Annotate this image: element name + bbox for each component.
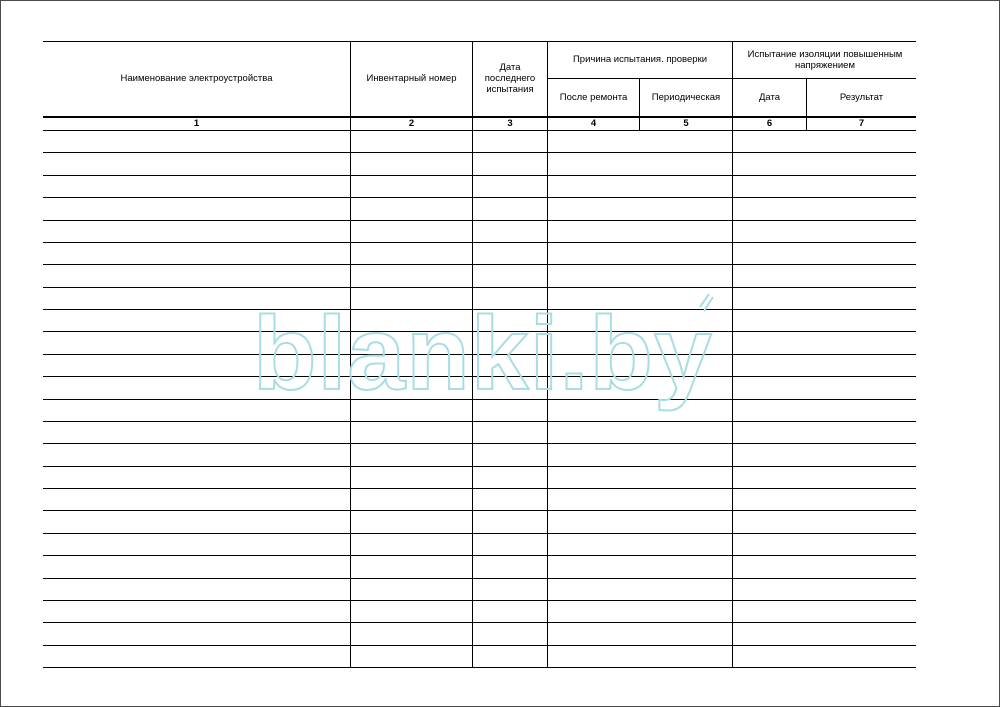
test-log-table	[43, 41, 916, 668]
table-row	[43, 197, 916, 198]
column-number: 1	[193, 118, 200, 129]
table-row	[43, 667, 916, 668]
column-number: 3	[507, 118, 513, 129]
header-last-test-date: Дата последнего испытания	[484, 62, 536, 95]
table-row	[43, 399, 916, 400]
header-insulation-group: Испытание изоляции повышенным напряжением	[747, 48, 903, 71]
header-inventory: Инвентарный номер	[366, 73, 457, 84]
column-number: 6	[766, 118, 773, 129]
table-row	[43, 309, 916, 310]
header-after-repair: После ремонта	[559, 92, 628, 103]
table-row	[43, 376, 916, 377]
column-number: 7	[858, 118, 865, 129]
column-number: 4	[590, 118, 597, 129]
table-row	[43, 242, 916, 243]
watermark-text: blanki.by	[253, 296, 713, 412]
table-row	[43, 264, 916, 265]
table-row	[43, 488, 916, 489]
table-row	[43, 421, 916, 422]
table-row	[43, 600, 916, 601]
header-insulation-result: Результат	[839, 92, 884, 103]
column-number: 5	[683, 118, 689, 129]
table-row	[43, 466, 916, 467]
header-name: Наименование электроустройства	[120, 73, 273, 84]
table-row	[43, 175, 916, 176]
table-row	[43, 555, 916, 556]
table-row	[43, 578, 916, 579]
table-row	[43, 622, 916, 623]
table-row	[43, 152, 916, 153]
column-number: 2	[408, 118, 415, 129]
table-row	[43, 287, 916, 288]
table-row	[43, 533, 916, 534]
table-row	[43, 220, 916, 221]
header-periodic: Периодическая	[651, 92, 721, 103]
header-reason-group: Причина испытания. проверки	[572, 54, 708, 65]
table-row	[43, 331, 916, 332]
table-row	[43, 645, 916, 646]
numbers-row-border	[43, 130, 916, 131]
header-insulation-date: Дата	[758, 92, 781, 103]
table-row	[43, 510, 916, 511]
table-row	[43, 443, 916, 444]
table-row	[43, 354, 916, 355]
